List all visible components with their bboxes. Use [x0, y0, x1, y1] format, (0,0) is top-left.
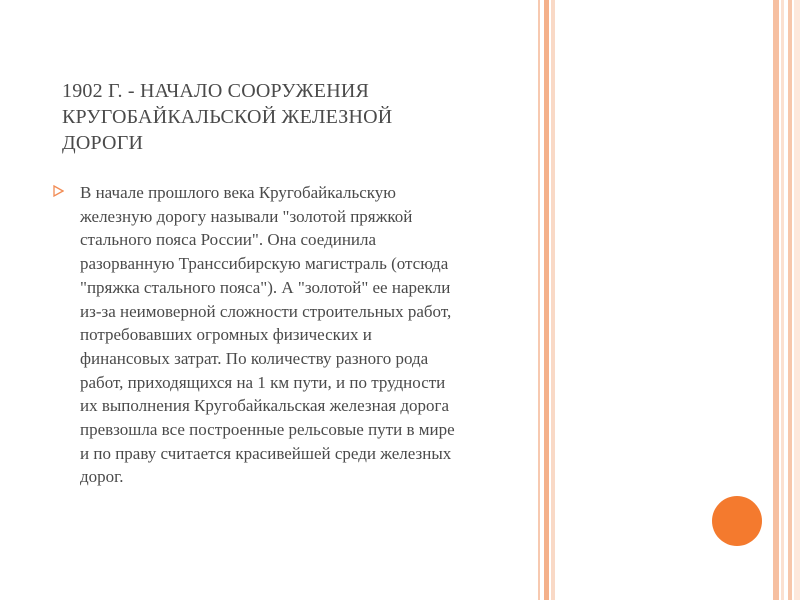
slide-body-text: В начале прошлого века Кругобайкальскую железную дорогу называли "золотой пряжкой стального пояса России". Она соединила разорванную Транссибирскую магистраль (отсюда "пряжка стального пояса"). А "золотой" ее нарекли из-за неимоверной сложности строительных работ, потребовавших огромных физических и финансовых затрат. По количеству разного рода работ, приходящихся на 1 км пути, и по трудности их выполнения Кругобайкальская железная дорога превзошла все построенные рельсовые пути в мире и по праву считается красивейшей среди железных дорог.	[80, 183, 455, 487]
triangle-bullet-icon	[52, 185, 64, 200]
decorative-stripe	[544, 0, 549, 600]
bullet-list-item	[52, 181, 522, 489]
decorative-stripe	[794, 0, 800, 600]
slide-title: 1902 Г. - НАЧАЛО СООРУЖЕНИЯ КРУГОБАЙКАЛЬСКОЙ ЖЕЛЕЗНОЙ ДОРОГИ	[62, 80, 393, 154]
decorative-stripe	[538, 0, 540, 600]
decorative-stripe	[781, 0, 784, 600]
decorative-stripe	[773, 0, 779, 600]
decorative-orange-circle	[712, 496, 762, 546]
decorative-stripe	[551, 0, 555, 600]
decorative-stripe	[788, 0, 792, 600]
